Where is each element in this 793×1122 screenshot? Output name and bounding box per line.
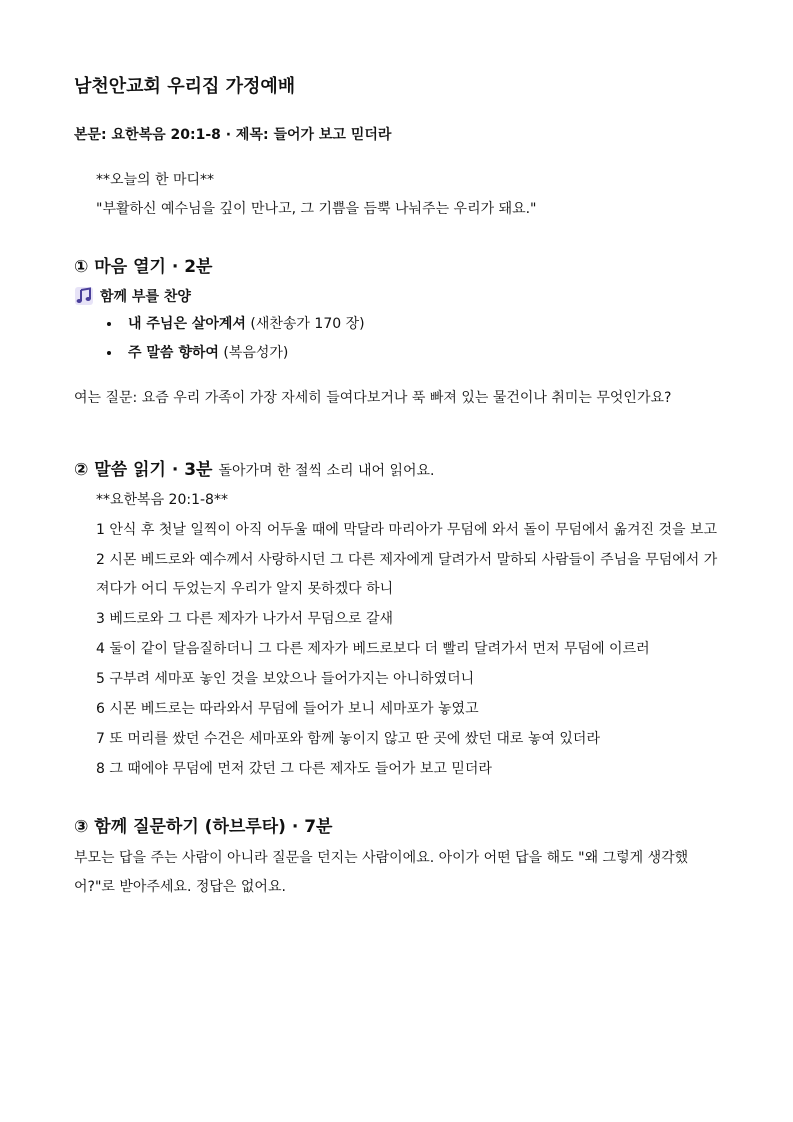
passage-label: **요한복음 20:1-8** — [96, 492, 228, 508]
today-word-label: **오늘의 한 마디** — [96, 172, 215, 188]
reading-instruction: 돌아가며 한 절씩 소리 내어 읽어요. — [218, 463, 435, 479]
verse-line: 2 시몬 베드로와 예수께서 사랑하시던 그 다른 제자에게 달려가서 말하되 사람들이 주님을 무덤에서 가져다가 어디 두었는지 우리가 알지 못하겠다 하니 — [96, 552, 718, 597]
document-page — [74, 74, 724, 902]
hymn-heading-label: 함께 부를 찬양 — [100, 289, 191, 305]
opening-question: 여는 질문: 요즘 우리 가족이 가장 자세히 들여다보거나 푹 빠져 있는 물건이나 취미는 무엇인가요? — [74, 390, 672, 406]
verse-line: 4 둘이 같이 달음질하더니 그 다른 제자가 베드로보다 더 빨리 달려가서 먼저 무덤에 이르러 — [96, 641, 650, 657]
hymn-item — [122, 310, 724, 339]
hymn-name: 주 말씀 향하여 — [128, 345, 219, 361]
hymn-name: 내 주님은 살아계셔 — [128, 316, 246, 332]
hymn-detail: (새찬송가 170 장) — [245, 316, 365, 332]
hymn-item — [122, 339, 724, 368]
section-open-heart-title: ① 마음 열기 · 2분 — [74, 257, 213, 277]
hymn-list — [74, 310, 724, 368]
section-ask-together-title: ③ 함께 질문하기 (하브루타) · 7분 — [74, 817, 333, 837]
verse-line: 7 또 머리를 쌌던 수건은 세마포와 함께 놓이지 않고 딴 곳에 쌌던 대로 놓여 있더라 — [96, 731, 600, 747]
section-read-word-label: ② 말씀 읽기 · 3분 — [74, 460, 213, 480]
page-title: 남천안교회 우리집 가정예배 — [74, 76, 296, 97]
verse-line: 3 베드로와 그 다른 제자가 나가서 무덤으로 갈새 — [96, 611, 394, 627]
today-word-quote: "부활하신 예수님을 깊이 만나고, 그 기쁨을 듬뿍 나눠주는 우리가 돼요." — [96, 201, 537, 217]
verse-line: 5 구부려 세마포 놓인 것을 보았으나 들어가지는 아니하였더니 — [96, 671, 475, 687]
havruta-guide: 부모는 답을 주는 사람이 아니라 질문을 던지는 사람이에요. 아이가 어떤 답을 해도 "왜 그렇게 생각했어?"로 받아주세요. 정답은 없어요. — [74, 850, 689, 895]
today-word-block — [74, 166, 724, 224]
hymn-heading — [74, 286, 724, 306]
scripture-title-line: 본문: 요한복음 20:1-8 · 제목: 들어가 보고 믿더라 — [74, 127, 392, 143]
verse-line: 8 그 때에야 무덤에 먼저 갔던 그 다른 제자도 들어가 보고 믿더라 — [96, 761, 492, 777]
hymn-detail: (복음성가) — [218, 345, 289, 361]
music-note-icon — [74, 286, 94, 306]
passage-block — [74, 486, 724, 784]
verse-line: 1 안식 후 첫날 일찍이 아직 어두울 때에 막달라 마리아가 무덤에 와서 돌이 무덤에서 옮겨진 것을 보고 — [96, 522, 718, 538]
section-read-word-title — [74, 457, 724, 484]
verse-line: 6 시몬 베드로는 따라와서 무덤에 들어가 보니 세마포가 놓였고 — [96, 701, 479, 717]
